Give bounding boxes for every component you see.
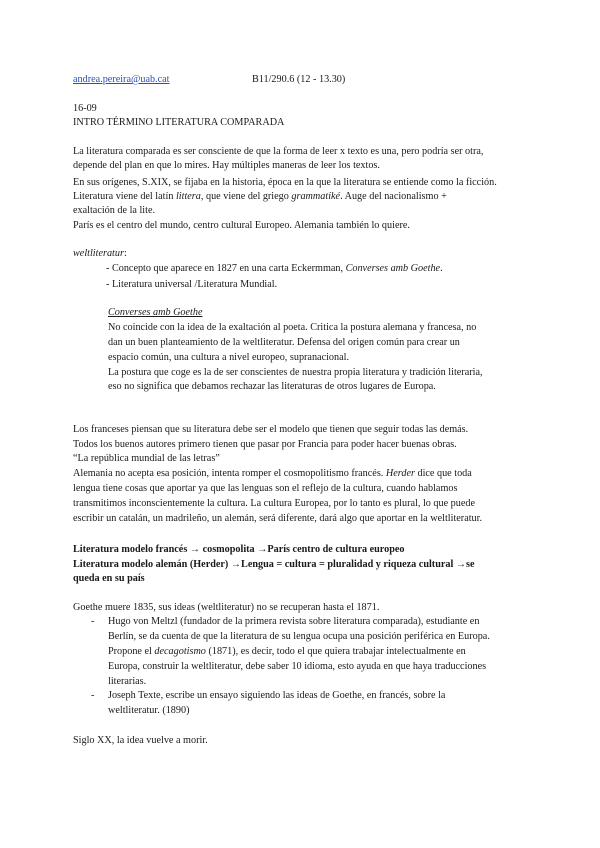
goethe-line: Berlín, se da cuenta de que la literatura de su lengua ocupa una posición periférica en Europa. — [108, 631, 490, 642]
page-title: INTRO TÉRMINO LITERATURA COMPARADA — [73, 117, 285, 128]
model-line: Literatura modelo francés → cosmopolita →París centro de cultura europeo — [73, 544, 405, 555]
section-heading: Converses amb Goethe — [108, 307, 203, 318]
goethe-line: Europa, construir la weltliteratur, debe saber 10 idioma, esto ayuda en que haya traducciones — [108, 661, 487, 672]
intro-line: depende del plan en que lo mires. Hay múltiples maneras de leer los textos. — [73, 160, 380, 171]
intro-line: Literatura viene del latín littera, que viene del griego grammatiké. Auge del nacionalismo + — [73, 191, 447, 202]
goethe-intro: Goethe muere 1835, sus ideas (weltliteratur) no se recuperan hasta el 1871. — [73, 602, 380, 613]
model-line: Literatura modelo alemán (Herder) →Lengua = cultura = pluralidad y riqueza cultural →se — [73, 559, 475, 570]
france-line: Todos los buenos autores primero tienen que pasar por Francia para poder hacer buenas obras. — [73, 439, 457, 450]
bullet-dash: - — [91, 690, 95, 701]
header-line — [73, 73, 529, 87]
room-time: B11/290.6 (12 - 13.30) — [252, 74, 346, 85]
model-line: queda en su país — [73, 573, 145, 584]
intro-line: París es el centro del mundo, centro cultural Europeo. Alemania también lo quiere. — [73, 220, 410, 231]
france-line: Alemania no acepta esa posición, intenta romper el cosmopolitismo francés. Herder dice que toda — [73, 468, 472, 479]
converses-line: eso no significa que debamos rechazar las literaturas de otros lugares de Europa. — [108, 381, 436, 392]
converses-line: La postura que coge es la de ser conscientes de nuestra propia literatura y tradición literaria, — [108, 367, 483, 378]
france-line: Los franceses piensan que su literatura debe ser el modelo que tienen que seguir todas las demás. — [73, 424, 469, 435]
list-item: - Literatura universal /Literatura Mundial. — [106, 279, 278, 290]
goethe-line: Hugo von Meltzl (fundador de la primera revista sobre literatura comparada), estudiante en — [108, 616, 480, 627]
converses-line: No coincide con la idea de la exaltación al poeta. Critica la postura alemana y francesa, no — [108, 322, 477, 333]
list-item: - Concepto que aparece en 1827 en una carta Eckermman, Converses amb Goethe. — [106, 263, 443, 274]
intro-line: exaltación de la lite. — [73, 205, 156, 216]
goethe-line: literarias. — [108, 676, 147, 687]
email-link[interactable]: andrea.pereira@uab.cat — [73, 74, 170, 85]
france-line: transmitimos inconscientemente la cultura. La cultura Europea, por lo tanto es plural, lo que puede — [73, 498, 475, 509]
closing-line: Siglo XX, la idea vuelve a morir. — [73, 735, 208, 746]
intro-line: En sus orígenes, S.XIX, se fijaba en la historia, época en la que la literatura se entiende como la ficción. — [73, 177, 497, 188]
intro-line: La literatura comparada es ser consciente de que la forma de leer x texto es una, pero podría ser otra, — [73, 146, 484, 157]
france-line: lengua tiene cosas que aportar ya que las lenguas son el reflejo de la cultura, cuando hablamos — [73, 483, 458, 494]
date: 16-09 — [73, 103, 97, 114]
converses-line: dan un buen planteamiento de la weltliteratur. Defensa del origen común para crear un — [108, 337, 460, 348]
weltliteratur-label: weltliteratur: — [73, 248, 127, 259]
bullet-dash: - — [91, 616, 95, 627]
france-line: “La república mundial de las letras” — [73, 453, 220, 464]
converses-line: espacio común, una cultura a nivel europeo, supranacional. — [108, 352, 350, 363]
goethe-line: Joseph Texte, escribe un ensayo siguiendo las ideas de Goethe, en francés, sobre la — [108, 690, 446, 701]
goethe-line: Propone el decagotismo (1871), es decir, todo el que quiera trabajar intelectualmente en — [108, 646, 466, 657]
goethe-line: weltliteratur. (1890) — [108, 705, 190, 716]
france-line: escribir un catalán, un madrileño, un alemán, será diferente, dará algo que aportar en la weltliteratur. — [73, 513, 483, 524]
